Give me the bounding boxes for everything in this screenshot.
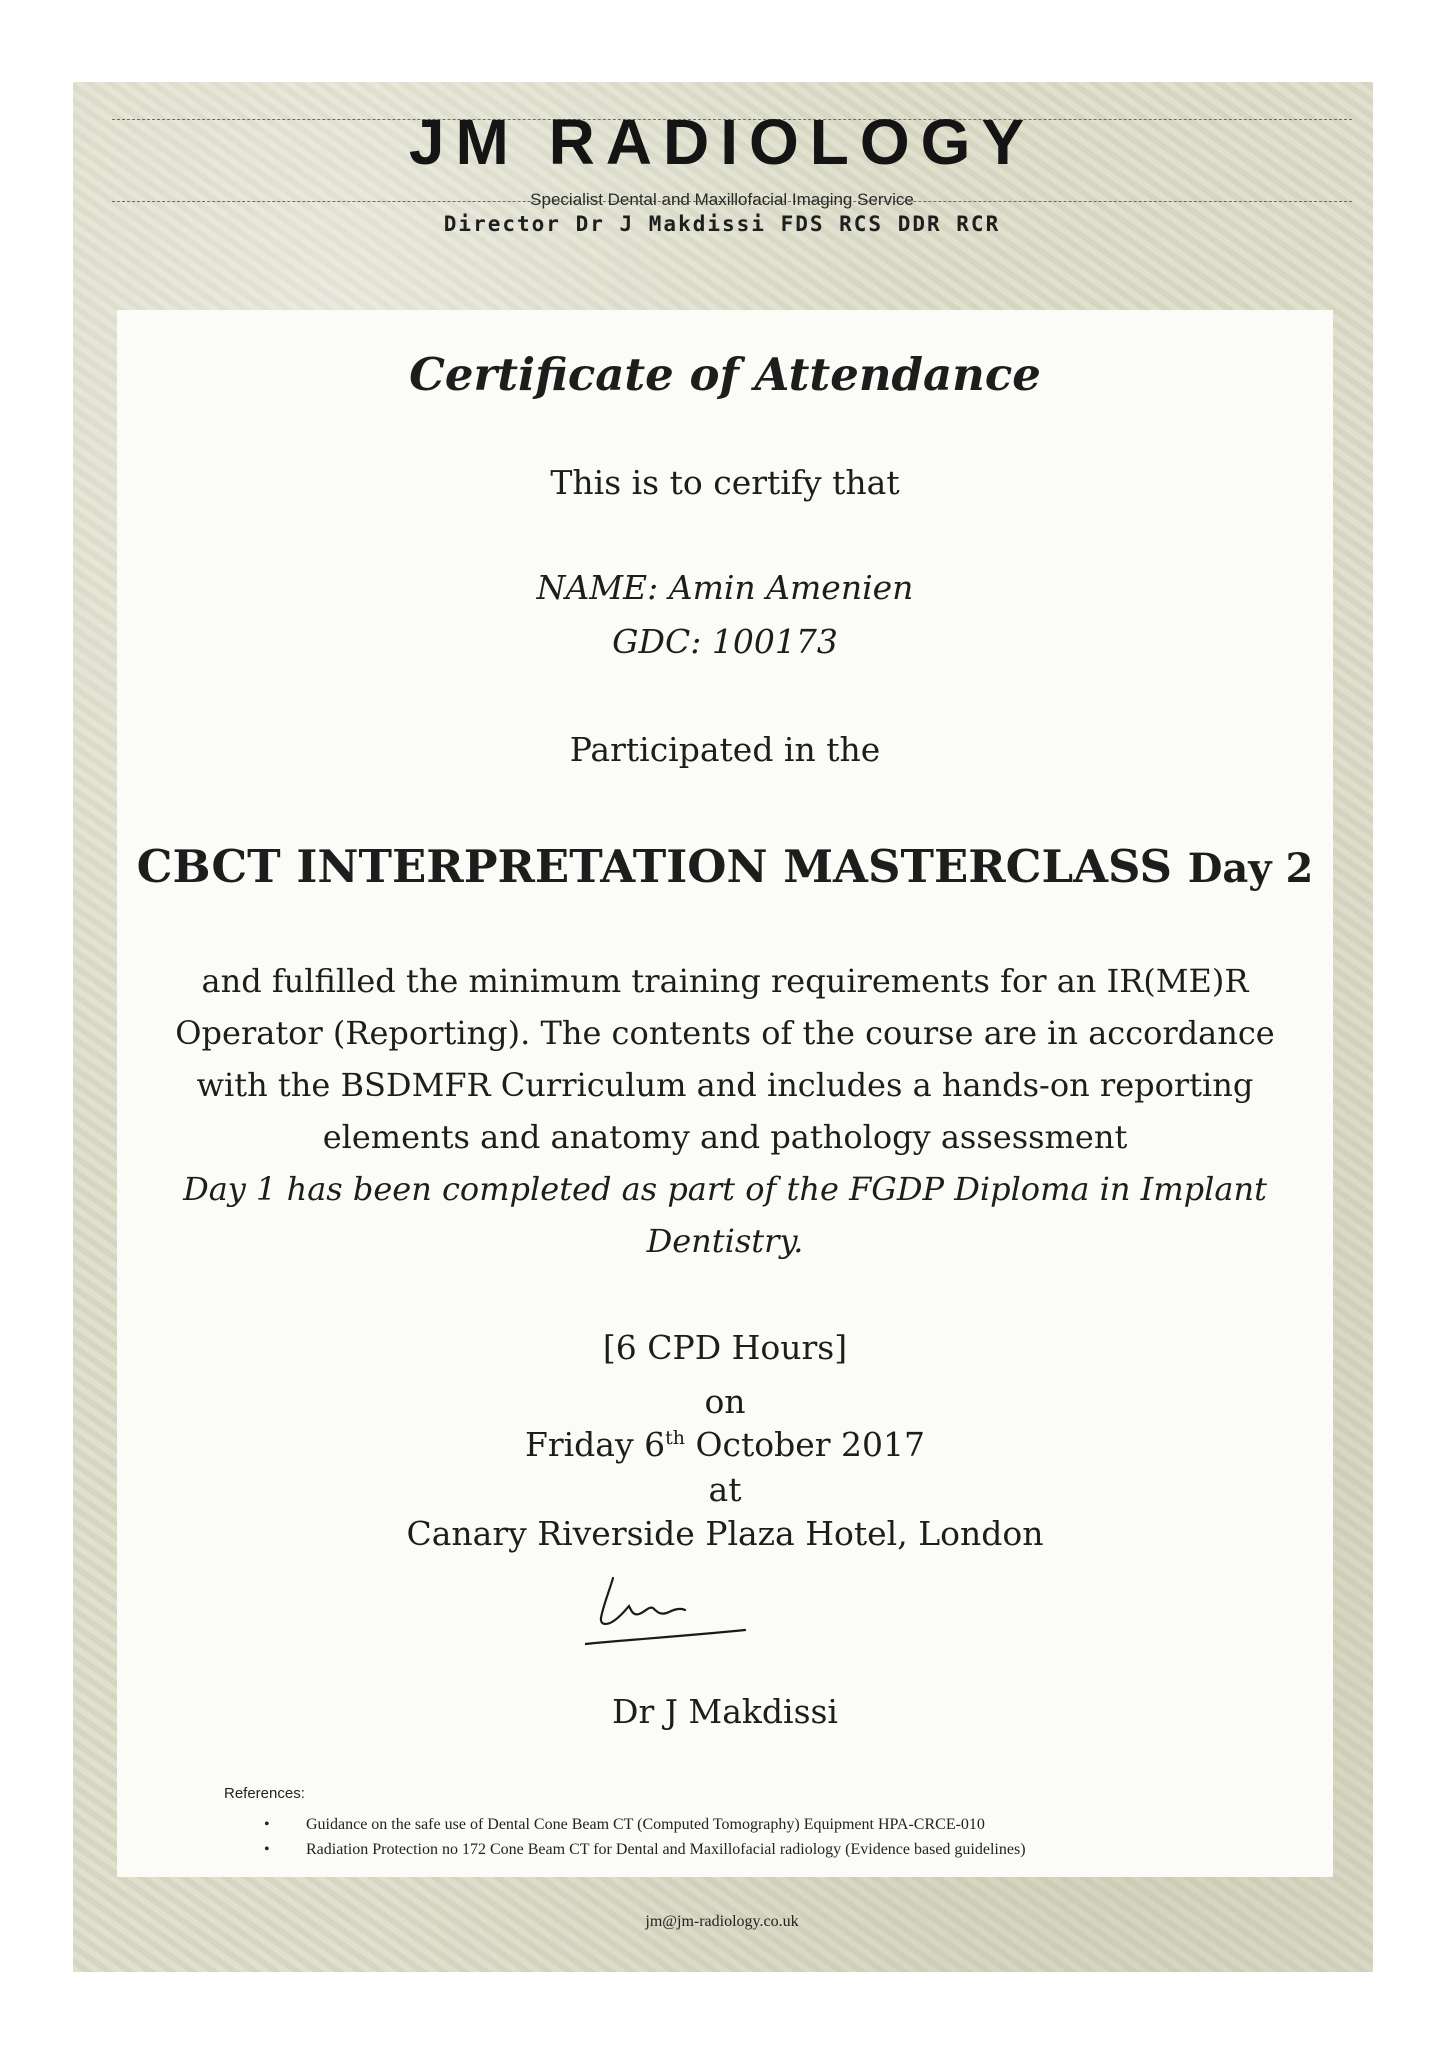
event-date-ordinal: th: [665, 1427, 685, 1449]
attendee-name: NAME: Amin Amenien: [536, 568, 914, 607]
course-name: CBCT INTERPRETATION MASTERCLASS: [136, 840, 1173, 893]
references-list: [224, 1812, 1026, 1862]
cpd-hours: [6 CPD Hours]: [602, 1328, 848, 1367]
certify-text: This is to certify that: [550, 463, 900, 502]
participated-text: Participated in the: [569, 730, 881, 769]
course-description-text: and fulfilled the minimum training requirements for an IR(ME)R Operator (Reporting). The contents of the course are in accordance with the BSDMFR Curriculum and includes a hands-on reporting elements and anatomy and pathology assessment: [175, 962, 1275, 1156]
reference-text: Radiation Protection no 172 Cone Beam CT for Dental and Maxillofacial radiology (Evidence based guidelines): [306, 1841, 1026, 1858]
event-date-prefix: Friday 6: [524, 1425, 666, 1464]
course-day: Day 2: [1187, 845, 1314, 892]
course-day1-note: Day 1 has been completed as part of the FGDP Diploma in Implant Dentistry.: [183, 1170, 1267, 1260]
contact-email[interactable]: jm@jm-radiology.co.uk: [645, 1913, 799, 1930]
event-venue: Canary Riverside Plaza Hotel, London: [406, 1514, 1044, 1553]
reference-bullet: •: [264, 1816, 270, 1833]
event-date: [117, 1425, 1333, 1464]
course-description: [140, 955, 1310, 1267]
at-text: at: [708, 1470, 742, 1509]
event-date-suffix: October 2017: [684, 1425, 926, 1464]
director-line: Director Dr J Makdissi FDS RCS DDR RCR: [443, 212, 1001, 236]
course-title: [117, 840, 1333, 893]
brand-tagline: Specialist Dental and Maxillofacial Imaging Service: [530, 190, 914, 209]
reference-item: [224, 1812, 1026, 1837]
reference-item: [224, 1837, 1026, 1862]
brand-name: JM RADIOLOGY: [408, 106, 1036, 178]
signer-name: Dr J Makdissi: [611, 1692, 838, 1731]
attendee-gdc: GDC: 100173: [612, 622, 838, 661]
on-text: on: [704, 1382, 746, 1421]
reference-text: Guidance on the safe use of Dental Cone Beam CT (Computed Tomography) Equipment HPA-CRCE-010: [306, 1816, 985, 1833]
signature-image: [585, 1570, 755, 1650]
certificate-title: Certificate of Attendance: [409, 348, 1041, 401]
reference-bullet: •: [264, 1841, 270, 1858]
references: [224, 1785, 1026, 1862]
references-heading: References:: [224, 1785, 305, 1802]
